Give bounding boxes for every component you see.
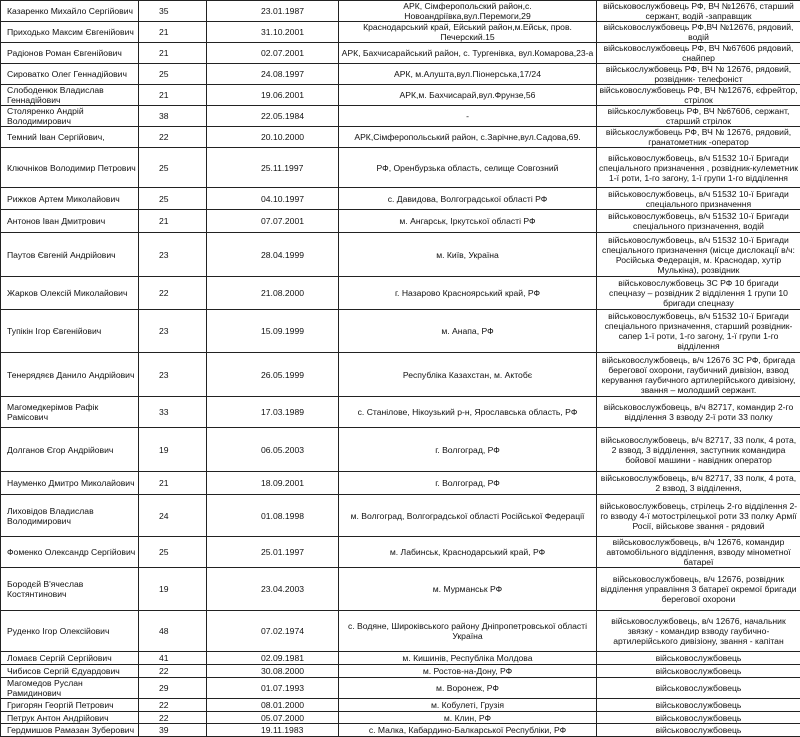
person-address: м. Ростов-на-Дону, РФ	[339, 665, 597, 678]
person-birth-date: 21.08.2000	[207, 277, 339, 310]
person-name: Ломаєв Сергій Сергійович	[1, 652, 139, 665]
person-name: Григорян Георгій Петрович	[1, 699, 139, 712]
person-military-info: військовослужбовець, в/ч 82717, 33 полк, 4 рота, 2 взвод, 3 відділення, заступник командира бойової машини - навідник оператор	[597, 428, 800, 472]
person-military-info: військовослужбовець	[597, 678, 800, 699]
person-name: Рижков Артем Миколайович	[1, 188, 139, 210]
person-birth-date: 05.07.2000	[207, 712, 339, 724]
table-row	[1, 397, 800, 428]
person-address: м. Лабинськ, Краснодарський край, РФ	[339, 537, 597, 568]
person-name: Радіонов Роман Євгенійович	[1, 43, 139, 64]
person-name: Казаренко Михайло Сергійович	[1, 1, 139, 22]
person-military-info: військослужбовець РФ, ВЧ № 12676, рядовий, гранатометник -оператор	[597, 127, 800, 148]
person-military-info: військовослужбовець	[597, 699, 800, 712]
person-birth-date: 30.08.2000	[207, 665, 339, 678]
person-age: 19	[139, 568, 207, 611]
table-row	[1, 188, 800, 210]
person-birth-date: 02.09.1981	[207, 652, 339, 665]
person-age: 41	[139, 652, 207, 665]
person-name: Петрук Антон Андрійович	[1, 712, 139, 724]
person-age: 22	[139, 665, 207, 678]
person-address: м. Клин, РФ	[339, 712, 597, 724]
person-military-info: військовослужбовець, в/ч 82717, командир 2-го відділення 3 взводу 2-ї роти 33 полку	[597, 397, 800, 428]
person-birth-date: 07.07.2001	[207, 210, 339, 233]
person-name: Лиховідов Владислав Володимирович	[1, 495, 139, 537]
person-birth-date: 02.07.2001	[207, 43, 339, 64]
person-military-info: військовослужбовець, в/ч 51532 10-ї Бригади спеціального призначення (місце дислокації в/ч: Російська Федерація, м. Краснодар, хутір Мулькіна), розвідник	[597, 233, 800, 277]
person-birth-date: 01.08.1998	[207, 495, 339, 537]
person-address: с. Станілове, Нікоузький р-н, Ярославська область, РФ	[339, 397, 597, 428]
person-address: Республіка Казахстан, м. Актобє	[339, 353, 597, 397]
person-age: 25	[139, 148, 207, 188]
person-name: Науменко Дмитро Миколайович	[1, 472, 139, 495]
person-age: 38	[139, 106, 207, 127]
person-military-info: військовослужбовець РФ, ВЧ №67606 рядовий, снайпер	[597, 43, 800, 64]
person-birth-date: 31.10.2001	[207, 22, 339, 43]
person-birth-date: 18.09.2001	[207, 472, 339, 495]
person-address: АРК, Сімферопольский район,с. Новоандріївка,вул.Перемоги,29	[339, 1, 597, 22]
person-age: 48	[139, 611, 207, 652]
person-name: Гердмишов Рамазан Зуберович	[1, 724, 139, 737]
table-row	[1, 210, 800, 233]
person-age: 25	[139, 64, 207, 85]
person-birth-date: 20.10.2000	[207, 127, 339, 148]
table-row	[1, 64, 800, 85]
person-address: г. Волгоград, РФ	[339, 472, 597, 495]
person-age: 22	[139, 277, 207, 310]
table-row	[1, 568, 800, 611]
person-age: 21	[139, 22, 207, 43]
person-age: 21	[139, 43, 207, 64]
table-row	[1, 1, 800, 22]
person-address: м. Ангарськ, Іркутської області РФ	[339, 210, 597, 233]
table-row	[1, 712, 800, 724]
person-name: Сироватко Олег Геннадійович	[1, 64, 139, 85]
person-address: АРК, м.Алушта,вул.Піонерська,17/24	[339, 64, 597, 85]
person-age: 23	[139, 233, 207, 277]
person-age: 22	[139, 127, 207, 148]
table-row	[1, 85, 800, 106]
person-name: Тенерядяєв Данило Андрійович	[1, 353, 139, 397]
person-address: АРК,м. Бахчисарай,вул.Фрунзе,56	[339, 85, 597, 106]
person-name: Ключніков Володимир Петрович	[1, 148, 139, 188]
person-age: 29	[139, 678, 207, 699]
person-military-info: військовослужбовець	[597, 665, 800, 678]
person-address: с. Малка, Кабардино-Балкарської Республіки, РФ	[339, 724, 597, 737]
table-row	[1, 233, 800, 277]
table-row	[1, 472, 800, 495]
person-birth-date: 07.02.1974	[207, 611, 339, 652]
person-name: Темний Іван Сергійович,	[1, 127, 139, 148]
table-row	[1, 43, 800, 64]
person-military-info: військослужбовець РФ, ВЧ № 12676, рядовий, розвідник- телефоніст	[597, 64, 800, 85]
person-age: 24	[139, 495, 207, 537]
person-military-info: військовослужбовець, в/ч 12676, начальник звязку - командир взводу гаубично-артилерійського дивізіону, звання - капітан	[597, 611, 800, 652]
table-row	[1, 148, 800, 188]
table-row	[1, 428, 800, 472]
person-name: Столяренко Андрій Володимирович	[1, 106, 139, 127]
person-military-info: військовослужбовець, в/ч 82717, 33 полк, 4 рота, 2 взвод, 3 відділення,	[597, 472, 800, 495]
person-name: Чибисов Сергій Єдуардович	[1, 665, 139, 678]
person-birth-date: 08.01.2000	[207, 699, 339, 712]
person-name: Слободенюк Владислав Геннадійович	[1, 85, 139, 106]
person-military-info: військовослужбовець	[597, 652, 800, 665]
table-row	[1, 353, 800, 397]
person-military-info: військовослужбовець РФ, ВЧ №12676, старший сержант, водій -заправщик	[597, 1, 800, 22]
person-military-info: військовослужбовець, в/ч 51532 10-ї Бригади спеціального призначення , розвідник-кулеметник 1-ї роти, 1-го загону, 1-ї групи 1-го відділення	[597, 148, 800, 188]
person-name: Бородєй В'ячеслав Костянтинович	[1, 568, 139, 611]
person-address: АРК,Сімферопольський район, с.Зарічне,вул.Садова,69.	[339, 127, 597, 148]
person-age: 25	[139, 537, 207, 568]
person-birth-date: 19.06.2001	[207, 85, 339, 106]
person-address: м. Анапа, РФ	[339, 310, 597, 353]
table-row	[1, 665, 800, 678]
person-name: Магомедкерімов Рафік Рамісович	[1, 397, 139, 428]
table-row	[1, 127, 800, 148]
person-age: 21	[139, 210, 207, 233]
person-address: с. Водяне, Широківського району Дніпропетровської області Україна	[339, 611, 597, 652]
person-birth-date: 26.05.1999	[207, 353, 339, 397]
person-address: РФ, Оренбурзька область, селище Совгозний	[339, 148, 597, 188]
person-birth-date: 04.10.1997	[207, 188, 339, 210]
person-address: -	[339, 106, 597, 127]
person-age: 35	[139, 1, 207, 22]
person-age: 23	[139, 353, 207, 397]
person-address: м. Волгоград, Волгоградської області Російської Федерації	[339, 495, 597, 537]
person-military-info: військослужбовець РФ, ВЧ №67606, сержант, старший стрілок	[597, 106, 800, 127]
person-address: м. Кишинів, Республіка Молдова	[339, 652, 597, 665]
person-birth-date: 28.04.1999	[207, 233, 339, 277]
person-birth-date: 06.05.2003	[207, 428, 339, 472]
table-row	[1, 106, 800, 127]
person-birth-date: 23.04.2003	[207, 568, 339, 611]
person-birth-date: 01.07.1993	[207, 678, 339, 699]
person-address: м. Кобулеті, Грузія	[339, 699, 597, 712]
person-name: Паутов Євгеній Андрійович	[1, 233, 139, 277]
person-address: м. Київ, Україна	[339, 233, 597, 277]
person-birth-date: 23.01.1987	[207, 1, 339, 22]
table-row	[1, 699, 800, 712]
person-age: 25	[139, 188, 207, 210]
person-military-info: військовослужбовець, в/ч 12676, командир автомобільного відділення, взводу мінометної батареї	[597, 537, 800, 568]
table-body	[1, 1, 800, 737]
person-name: Тупікін Ігор Євгенійович	[1, 310, 139, 353]
person-age: 22	[139, 712, 207, 724]
table-row	[1, 652, 800, 665]
person-address: с. Давидова, Волгоградської області РФ	[339, 188, 597, 210]
person-military-info: військовослужбовець, в/ч 51532 10-ї Бригади спеціального призначення, старший розвідник-сапер 1-ї роти, 1-го загону, 1-ї групи 1-го відділення	[597, 310, 800, 353]
person-address: АРК, Бахчисарайський район, с. Тургенівка, вул.Комарова,23-а	[339, 43, 597, 64]
person-birth-date: 17.03.1989	[207, 397, 339, 428]
person-age: 39	[139, 724, 207, 737]
person-military-info: військовослужбовець РФ,ВЧ №12676, рядовий, водій	[597, 22, 800, 43]
person-name: Антонов Іван Дмитрович	[1, 210, 139, 233]
person-birth-date: 24.08.1997	[207, 64, 339, 85]
person-military-info: військовослужбовець, стрілець 2-го відділення 2-го взводу 4-ї мотострілецької роти 33 полку Армії Росії, військове звання - рядовий	[597, 495, 800, 537]
person-military-info: військовослужбовець ЗС РФ 10 бригади спецназу – розвідник 2 відділення 1 групи 10 бригади спецназу	[597, 277, 800, 310]
person-age: 21	[139, 472, 207, 495]
person-birth-date: 22.05.1984	[207, 106, 339, 127]
person-address: г. Назарово Красноярський край, РФ	[339, 277, 597, 310]
person-address: Краснодарський край, Ейський район,м.Ейськ, пров. Печерский.15	[339, 22, 597, 43]
person-address: м. Воронеж, РФ	[339, 678, 597, 699]
person-name: Приходько Максим Євгенійович	[1, 22, 139, 43]
person-military-info: військовослужбовець, в/ч 51532 10-ї Бригади спеціального призначення	[597, 188, 800, 210]
table-row	[1, 495, 800, 537]
table-row	[1, 611, 800, 652]
person-age: 23	[139, 310, 207, 353]
person-military-info: військовослужбовець	[597, 712, 800, 724]
person-military-info: військовослужбовець РФ, ВЧ №12676, єфрейтор, стрілок	[597, 85, 800, 106]
person-birth-date: 19.11.1983	[207, 724, 339, 737]
person-name: Фоменко Олександр Сергійович	[1, 537, 139, 568]
person-military-info: військовослужбовець, в/ч 12676 ЗС РФ, бригада берегової охорони, гаубичний дивізіон, взвод керування гаубичного артилерійського дивізіону, звання – молодший сержант.	[597, 353, 800, 397]
table-row	[1, 310, 800, 353]
person-name: Жарков Олексій Миколайович	[1, 277, 139, 310]
person-military-info: військовослужбовець	[597, 724, 800, 737]
person-name: Магомедов Руслан Рамидинович	[1, 678, 139, 699]
person-address: г. Волгоград, РФ	[339, 428, 597, 472]
table-row	[1, 724, 800, 737]
table-row	[1, 678, 800, 699]
person-military-info: військовослужбовець, в/ч 51532 10-ї Бригади спеціального призначення, водій	[597, 210, 800, 233]
table-row	[1, 277, 800, 310]
person-address: м. Мурманськ РФ	[339, 568, 597, 611]
person-birth-date: 25.11.1997	[207, 148, 339, 188]
person-age: 33	[139, 397, 207, 428]
person-age: 21	[139, 85, 207, 106]
table-row	[1, 22, 800, 43]
person-military-info: військовослужбовець, в/ч 12676, розвідник відділення управління 3 батареї окремої бригади берегової охорони	[597, 568, 800, 611]
person-name: Долганов Єгор Андрійович	[1, 428, 139, 472]
person-age: 22	[139, 699, 207, 712]
person-age: 19	[139, 428, 207, 472]
table-row	[1, 537, 800, 568]
person-birth-date: 15.09.1999	[207, 310, 339, 353]
person-birth-date: 25.01.1997	[207, 537, 339, 568]
person-name: Руденко Ігор Олексійович	[1, 611, 139, 652]
